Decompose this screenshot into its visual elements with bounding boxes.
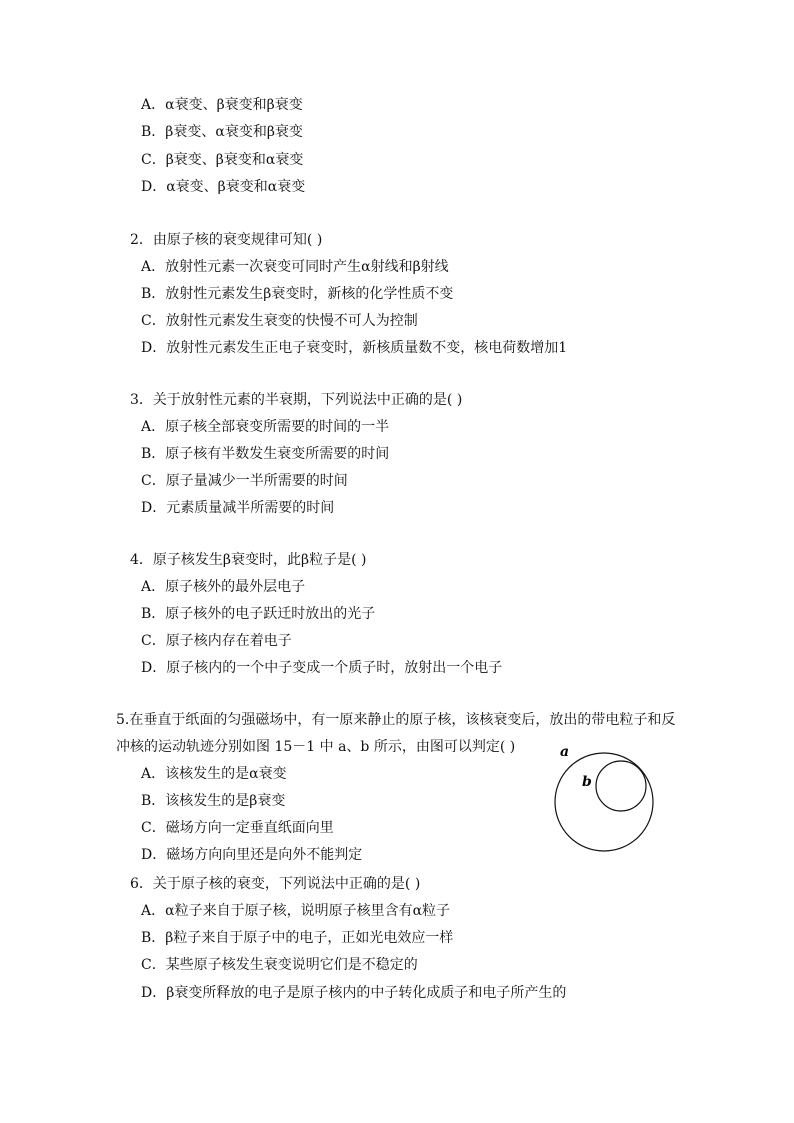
q2-option-d: D．放射性元素发生正电子衰变时，新核质量数不变，核电荷数增加1 bbox=[141, 340, 568, 356]
q3-option-d: D．元素质量减半所需要的时间 bbox=[141, 500, 335, 516]
q1-option-b: B．β衰变、α衰变和β衰变 bbox=[141, 124, 303, 140]
trajectory-b-label: b bbox=[582, 774, 592, 790]
q1-option-a: A．α衰变、β衰变和β衰变 bbox=[141, 97, 303, 113]
q4-option-b: B．原子核外的电子跃迁时放出的光子 bbox=[141, 606, 376, 622]
q3-option-a: A．原子核全部衰变所需要的时间的一半 bbox=[141, 419, 390, 435]
q3-stem: 3．关于放射性元素的半衰期，下列说法中正确的是( ) bbox=[130, 392, 463, 408]
q3-option-b: B．原子核有半数发生衰变所需要的时间 bbox=[141, 446, 390, 462]
q2-option-b: B．放射性元素发生β衰变时，新核的化学性质不变 bbox=[141, 286, 454, 302]
q6-option-c: C．某些原子核发生衰变说明它们是不稳定的 bbox=[141, 957, 418, 973]
trajectory-svg bbox=[548, 740, 660, 852]
q2-option-a: A．放射性元素一次衰变可同时产生α射线和β射线 bbox=[141, 259, 449, 275]
q1-option-d: D．α衰变、β衰变和α衰变 bbox=[141, 179, 306, 195]
q3-option-c: C．原子量减少一半所需要的时间 bbox=[141, 473, 348, 489]
q6-option-b: B．β粒子来自于原子中的电子，正如光电效应一样 bbox=[141, 930, 454, 946]
q5-option-c: C．磁场方向一定垂直纸面向里 bbox=[141, 820, 334, 836]
q6-option-a: A．α粒子来自于原子核，说明原子核里含有α粒子 bbox=[141, 903, 451, 919]
trajectory-b-circle bbox=[596, 761, 646, 811]
q2-option-c: C．放射性元素发生衰变的快慢不可人为控制 bbox=[141, 313, 418, 329]
q6-stem: 6．关于原子核的衰变，下列说法中正确的是( ) bbox=[130, 876, 421, 892]
q4-option-c: C．原子核内存在着电子 bbox=[141, 633, 292, 649]
trajectory-figure bbox=[548, 740, 660, 852]
q5-stem-line1: 5.在垂直于纸面的匀强磁场中，有一原来静止的原子核，该核衰变后，放出的带电粒子和反 bbox=[116, 712, 676, 728]
q2-stem: 2．由原子核的衰变规律可知( ) bbox=[130, 232, 323, 248]
q1-option-c: C．β衰变、β衰变和α衰变 bbox=[141, 152, 304, 168]
q6-option-d: D．β衰变所释放的电子是原子核内的中子转化成质子和电子所产生的 bbox=[141, 985, 567, 1001]
q5-option-a: A．该核发生的是α衰变 bbox=[141, 766, 287, 782]
q4-option-d: D．原子核内的一个中子变成一个质子时，放射出一个电子 bbox=[141, 660, 503, 676]
q4-option-a: A．原子核外的最外层电子 bbox=[141, 579, 306, 595]
q5-option-b: B．该核发生的是β衰变 bbox=[141, 793, 286, 809]
q5-stem-line2: 冲核的运动轨迹分别如图 15－1 中 a、b 所示，由图可以判定( ) bbox=[116, 739, 516, 755]
q5-option-d: D．磁场方向向里还是向外不能判定 bbox=[141, 847, 363, 863]
trajectory-a-label: a bbox=[560, 744, 570, 760]
q4-stem: 4．原子核发生β衰变时，此β粒子是( ) bbox=[130, 552, 367, 568]
